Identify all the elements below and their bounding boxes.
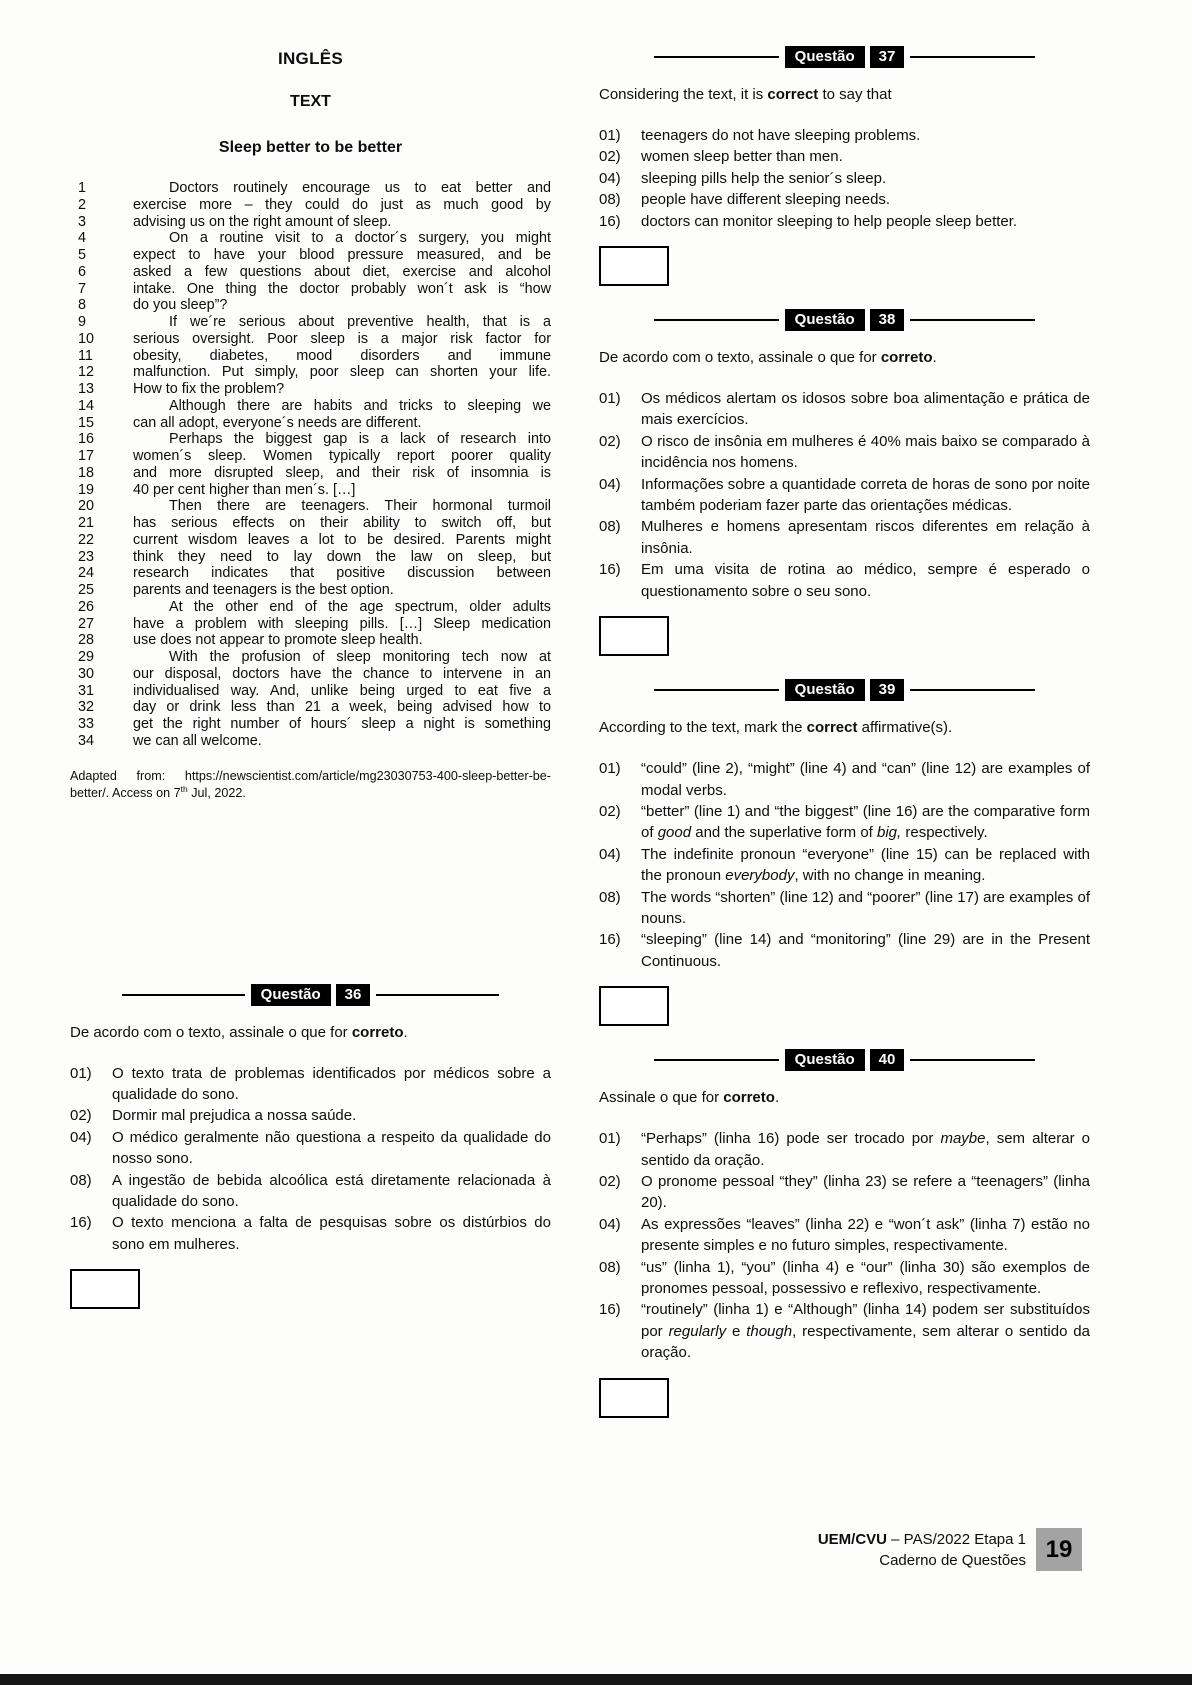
line-text: Although there are habits and tricks to sleeping we <box>169 397 551 414</box>
line-text: serious oversight. Poor sleep is a major risk factor for <box>133 330 551 347</box>
item-text: “sleeping” (line 14) and “monitoring” (line 29) are in the Present Continuous. <box>641 931 1090 970</box>
question-block <box>599 678 1090 1026</box>
question-item <box>599 516 1090 559</box>
text-line <box>70 247 551 264</box>
line-number: 14 <box>78 397 95 414</box>
item-text: O risco de insônia em mulheres é 40% mais baixo se comparado à incidência nos homens. <box>641 432 1090 472</box>
item-key: 02) <box>599 432 621 450</box>
line-text: get the right number of hours´ sleep a night is something <box>133 716 551 732</box>
text-line <box>70 632 551 649</box>
item-text: O texto menciona a falta de pesquisas sobre os distúrbios do sono em mulheres. <box>112 1214 551 1253</box>
question-label: Questão <box>785 1049 865 1071</box>
header-rule-right <box>910 1059 1035 1061</box>
question-stem: Considering the text, it is correct to say that <box>599 86 892 103</box>
line-number: 16 <box>78 431 95 448</box>
text-line <box>70 699 551 716</box>
item-key: 08) <box>599 888 621 906</box>
page-number: 19 <box>1045 1535 1073 1563</box>
text-line <box>70 264 551 281</box>
footer <box>818 1528 1082 1571</box>
text-line <box>70 364 551 381</box>
question-label: Questão <box>785 309 865 331</box>
item-text: O pronome pessoal “they” (linha 23) se refere a “teenagers” (linha 20). <box>641 1172 1090 1212</box>
question-label: Questão <box>785 46 865 68</box>
item-key: 16) <box>599 212 621 230</box>
question-header <box>654 308 1035 332</box>
line-number: 3 <box>78 213 87 230</box>
question-item <box>599 1299 1090 1363</box>
text-line <box>70 197 551 214</box>
text-label: TEXT <box>290 93 331 110</box>
header-rule-right <box>910 56 1035 58</box>
line-text: current wisdom leaves a lot to be desired. Parents might <box>133 531 551 548</box>
item-text: “routinely” (linha 1) e “Although” (linha 14) podem ser substituídos por regularly e though, respectivamente, sem alterar o sentido da oração. <box>641 1301 1090 1362</box>
header-rule-right <box>376 994 499 996</box>
text-line <box>70 649 551 666</box>
source-note: Adapted from: https://newscientist.com/article/mg23030753-400-sleep-better-be-better/. Access on 7th Jul, 2022. <box>70 768 551 800</box>
item-key: 16) <box>599 931 621 949</box>
item-text: teenagers do not have sleeping problems. <box>641 127 921 144</box>
item-text: women sleep better than men. <box>641 148 843 166</box>
text-lines <box>70 180 551 750</box>
line-number: 33 <box>78 716 95 732</box>
line-text: At the other end of the age spectrum, older adults <box>169 598 551 615</box>
question-items <box>70 1063 551 1256</box>
item-text: Informações sobre a quantidade correta de horas de sono por noite também poderiam fazer parte das orientações médicas. <box>641 475 1090 515</box>
question-block <box>599 1048 1090 1417</box>
question-stem: Assinale o que for correto. <box>599 1089 780 1107</box>
question-label: Questão <box>785 679 865 701</box>
text-line <box>70 565 551 582</box>
question-stem: De acordo com o texto, assinale o que for correto. <box>70 1023 408 1041</box>
footer-caderno-line: Caderno de Questões <box>879 1551 1026 1569</box>
answer-box[interactable] <box>599 616 669 656</box>
line-number: 10 <box>78 330 95 347</box>
text-line <box>70 465 551 482</box>
header-rule-right <box>910 689 1035 691</box>
line-number: 19 <box>78 481 95 498</box>
answer-box[interactable] <box>599 986 669 1026</box>
text-line <box>70 230 551 247</box>
item-text: Os médicos alertam os idosos sobre boa alimentação e prática de mais exercícios. <box>641 390 1090 429</box>
question-items <box>599 758 1090 972</box>
item-key: 02) <box>599 802 621 820</box>
line-number: 29 <box>78 649 95 665</box>
line-text: With the profusion of sleep monitoring tech now at <box>169 649 551 665</box>
item-key: 16) <box>599 1301 621 1319</box>
item-key: 01) <box>599 127 621 144</box>
item-key: 08) <box>70 1171 92 1189</box>
text-line <box>70 549 551 566</box>
question-item <box>599 189 1090 210</box>
question-item <box>599 211 1090 232</box>
text-line <box>70 314 551 331</box>
text-line <box>70 666 551 683</box>
question-header <box>654 678 1035 702</box>
footer-exam: – PAS/2022 Etapa 1 <box>887 1530 1026 1548</box>
section-title: INGLÊS <box>277 49 344 68</box>
text-line <box>70 381 551 398</box>
line-text: obesity, diabetes, mood disorders and immune <box>133 347 551 364</box>
answer-box[interactable] <box>599 246 669 286</box>
line-number: 6 <box>78 263 87 280</box>
item-key: 08) <box>599 191 621 209</box>
item-key: 04) <box>599 169 621 187</box>
line-text: and more disrupted sleep, and their risk of insomnia is <box>133 464 551 481</box>
question-item <box>599 388 1090 431</box>
question-header <box>654 1048 1035 1072</box>
line-number: 26 <box>78 598 95 615</box>
line-number: 27 <box>78 615 95 632</box>
question-item <box>599 1257 1090 1300</box>
question-item <box>599 146 1090 167</box>
line-number: 18 <box>78 464 95 481</box>
question-item <box>70 1170 551 1213</box>
item-text: The indefinite pronoun “everyone” (line 15) can be replaced with the pronoun everybody, with no change in meaning. <box>641 845 1090 885</box>
item-key: 04) <box>599 475 621 493</box>
question-block <box>599 308 1090 656</box>
text-line <box>70 733 551 750</box>
line-text: advising us on the right amount of sleep. <box>133 213 392 230</box>
line-number: 30 <box>78 665 95 682</box>
line-number: 24 <box>78 565 95 582</box>
item-key: 04) <box>70 1128 92 1146</box>
text-line <box>70 214 551 231</box>
item-key: 04) <box>599 1215 621 1233</box>
footer-org: UEM/CVU <box>817 1530 887 1548</box>
item-text: doctors can monitor sleeping to help people sleep better. <box>641 212 1018 230</box>
left-questions <box>70 983 551 1310</box>
header-rule-left <box>122 994 245 996</box>
question-number: 38 <box>870 309 905 331</box>
right-column <box>599 45 1090 1418</box>
item-text: O texto trata de problemas identificados por médicos sobre a qualidade do sono. <box>112 1064 551 1103</box>
header-rule-left <box>654 319 779 321</box>
line-text: Perhaps the biggest gap is a lack of research into <box>169 431 551 448</box>
line-text: If we´re serious about preventive health, that is a <box>169 314 551 330</box>
text-line <box>70 348 551 365</box>
item-text: “better” (line 1) and “the biggest” (line 16) are the comparative form of good and the superlative form of big, respectively. <box>641 802 1090 842</box>
line-text: women´s sleep. Women typically report poorer quality <box>133 448 551 464</box>
line-text: Doctors routinely encourage us to eat better and <box>169 180 551 196</box>
item-text: “Perhaps” (linha 16) pode ser trocado por maybe, sem alterar o sentido da oração. <box>641 1130 1090 1169</box>
line-text: can all adopt, everyone´s needs are different. <box>133 414 422 431</box>
text-line <box>70 180 551 197</box>
line-text: day or drink less than 21 a week, being advised how to <box>133 699 551 716</box>
question-item <box>70 1212 551 1255</box>
text-line <box>70 616 551 633</box>
line-text: research indicates that positive discussion between <box>133 565 551 582</box>
question-items <box>599 1128 1090 1363</box>
question-block <box>599 45 1090 286</box>
line-text: we can all welcome. <box>133 732 262 749</box>
header-rule-left <box>654 689 779 691</box>
question-items <box>599 388 1090 602</box>
question-header <box>654 45 1035 69</box>
item-key: 01) <box>70 1064 92 1082</box>
item-key: 08) <box>599 518 621 536</box>
line-number: 23 <box>78 548 95 565</box>
page-bottom-edge <box>0 1674 1192 1685</box>
item-text: Mulheres e homens apresentam riscos diferentes em relação à insônia. <box>641 518 1090 557</box>
line-text: think they need to lay down the law on sleep, but <box>133 548 551 565</box>
question-item <box>599 474 1090 517</box>
question-item <box>599 1128 1090 1171</box>
item-key: 01) <box>599 1130 621 1148</box>
item-text: Em uma visita de rotina ao médico, sempre é esperado o questionamento sobre o seu sono. <box>641 561 1090 600</box>
line-text: On a routine visit to a doctor´s surgery, you might <box>169 230 551 247</box>
question-item <box>70 1105 551 1126</box>
line-number: 17 <box>78 448 95 464</box>
line-number: 25 <box>78 582 95 598</box>
item-text: “could” (line 2), “might” (line 4) and “can” (line 12) are examples of modal verbs. <box>641 760 1090 799</box>
question-number: 37 <box>870 46 905 68</box>
item-text: The words “shorten” (line 12) and “poorer” (line 17) are examples of nouns. <box>641 888 1090 927</box>
line-text: use does not appear to promote sleep health. <box>133 632 423 649</box>
item-text: people have different sleeping needs. <box>641 191 891 209</box>
line-text: parents and teenagers is the best option. <box>133 582 394 598</box>
line-text: has serious effects on their ability to switch off, but <box>133 515 551 531</box>
item-key: 02) <box>70 1107 92 1125</box>
line-text: intake. One thing the doctor probably won´t ask is “how <box>133 280 551 297</box>
question-item <box>70 1127 551 1170</box>
header-rule-left <box>654 56 779 58</box>
answer-box[interactable] <box>70 1269 140 1309</box>
line-number: 15 <box>78 414 95 431</box>
line-text: have a problem with sleeping pills. […] Sleep medication <box>133 615 551 632</box>
item-text: sleeping pills help the senior´s sleep. <box>641 169 887 187</box>
line-number: 11 <box>78 347 93 364</box>
text-line <box>70 599 551 616</box>
line-number: 13 <box>78 381 95 397</box>
item-text: Dormir mal prejudica a nossa saúde. <box>112 1107 357 1125</box>
text-line <box>70 532 551 549</box>
line-number: 12 <box>78 364 95 381</box>
text-line <box>70 498 551 515</box>
question-item <box>599 1214 1090 1257</box>
item-key: 01) <box>599 760 621 778</box>
item-key: 02) <box>599 148 621 166</box>
line-number: 1 <box>78 180 87 196</box>
line-text: our disposal, doctors have the chance to intervene in an <box>133 665 551 682</box>
line-number: 32 <box>78 699 95 716</box>
footer-exam-line <box>818 1529 1026 1550</box>
item-key: 16) <box>599 561 621 579</box>
line-text: individualised way. And, unlike being urged to eat five a <box>133 682 551 699</box>
answer-box[interactable] <box>599 1378 669 1418</box>
question-item <box>599 844 1090 887</box>
line-text: asked a few questions about diet, exercise and alcohol <box>133 263 551 280</box>
line-text: Then there are teenagers. Their hormonal turmoil <box>169 498 551 515</box>
line-number: 34 <box>78 732 95 749</box>
item-key: 08) <box>599 1258 621 1276</box>
question-item <box>599 1171 1090 1214</box>
right-questions <box>599 45 1090 1418</box>
question-number: 36 <box>336 984 371 1006</box>
question-number: 39 <box>870 679 905 701</box>
item-key: 16) <box>70 1214 92 1232</box>
text-line <box>70 716 551 733</box>
question-number: 40 <box>870 1049 905 1071</box>
text-line <box>70 515 551 532</box>
item-key: 01) <box>599 390 621 408</box>
text-line <box>70 482 551 499</box>
reading-title: Sleep better to be better <box>218 139 403 156</box>
question-header <box>122 983 499 1007</box>
line-number: 9 <box>78 314 87 330</box>
question-item <box>599 758 1090 801</box>
text-line <box>70 398 551 415</box>
line-number: 22 <box>78 531 95 548</box>
left-column <box>70 45 551 1309</box>
line-number: 28 <box>78 632 95 649</box>
line-number: 8 <box>78 297 87 314</box>
line-number: 4 <box>78 230 87 247</box>
item-text: “us” (linha 1), “you” (linha 4) e “our” (linha 30) são exemplos de pronomes pessoal, possessivo e reflexivo, respectivamente. <box>641 1258 1090 1297</box>
question-item <box>599 801 1090 844</box>
line-number: 5 <box>78 247 87 263</box>
line-number: 2 <box>78 196 87 213</box>
line-number: 31 <box>78 682 95 699</box>
text-line <box>70 431 551 448</box>
line-text: exercise more – they could do just as much good by <box>133 196 551 213</box>
text-line <box>70 683 551 700</box>
question-stem: According to the text, mark the correct affirmative(s). <box>599 719 953 737</box>
item-text: As expressões “leaves” (linha 22) e “won´t ask” (linha 7) estão no presente simples e no futuro simples, respectivamente. <box>641 1215 1090 1255</box>
text-line <box>70 448 551 465</box>
text-line <box>70 331 551 348</box>
line-number: 21 <box>78 515 95 531</box>
line-text: expect to have your blood pressure measured, and be <box>133 247 551 263</box>
question-item <box>599 929 1090 972</box>
item-key: 02) <box>599 1172 621 1190</box>
question-item <box>70 1063 551 1106</box>
line-text: do you sleep”? <box>133 297 228 314</box>
text-line <box>70 297 551 314</box>
question-item <box>599 559 1090 602</box>
question-item <box>599 168 1090 189</box>
question-stem: De acordo com o texto, assinale o que for correto. <box>599 349 937 367</box>
question-block <box>70 983 551 1310</box>
footer-text <box>818 1529 1026 1571</box>
item-key: 04) <box>599 845 621 863</box>
header-rule-left <box>654 1059 779 1061</box>
line-number: 7 <box>78 280 87 297</box>
question-item <box>599 125 1090 146</box>
header-rule-right <box>910 319 1035 321</box>
text-line <box>70 582 551 599</box>
page-number-box <box>1036 1528 1082 1571</box>
line-text: malfunction. Put simply, poor sleep can shorten your life. <box>133 364 551 381</box>
question-label: Questão <box>251 984 331 1006</box>
text-line <box>70 281 551 298</box>
line-text: How to fix the problem? <box>133 381 285 397</box>
line-number: 20 <box>78 498 95 515</box>
question-item <box>599 887 1090 930</box>
question-item <box>599 431 1090 474</box>
line-text: 40 per cent higher than men´s. […] <box>133 481 356 498</box>
text-line <box>70 415 551 432</box>
question-items <box>599 125 1090 232</box>
item-text: O médico geralmente não questiona a respeito da qualidade do nosso sono. <box>112 1128 551 1168</box>
item-text: A ingestão de bebida alcoólica está diretamente relacionada à qualidade do sono. <box>112 1171 551 1210</box>
